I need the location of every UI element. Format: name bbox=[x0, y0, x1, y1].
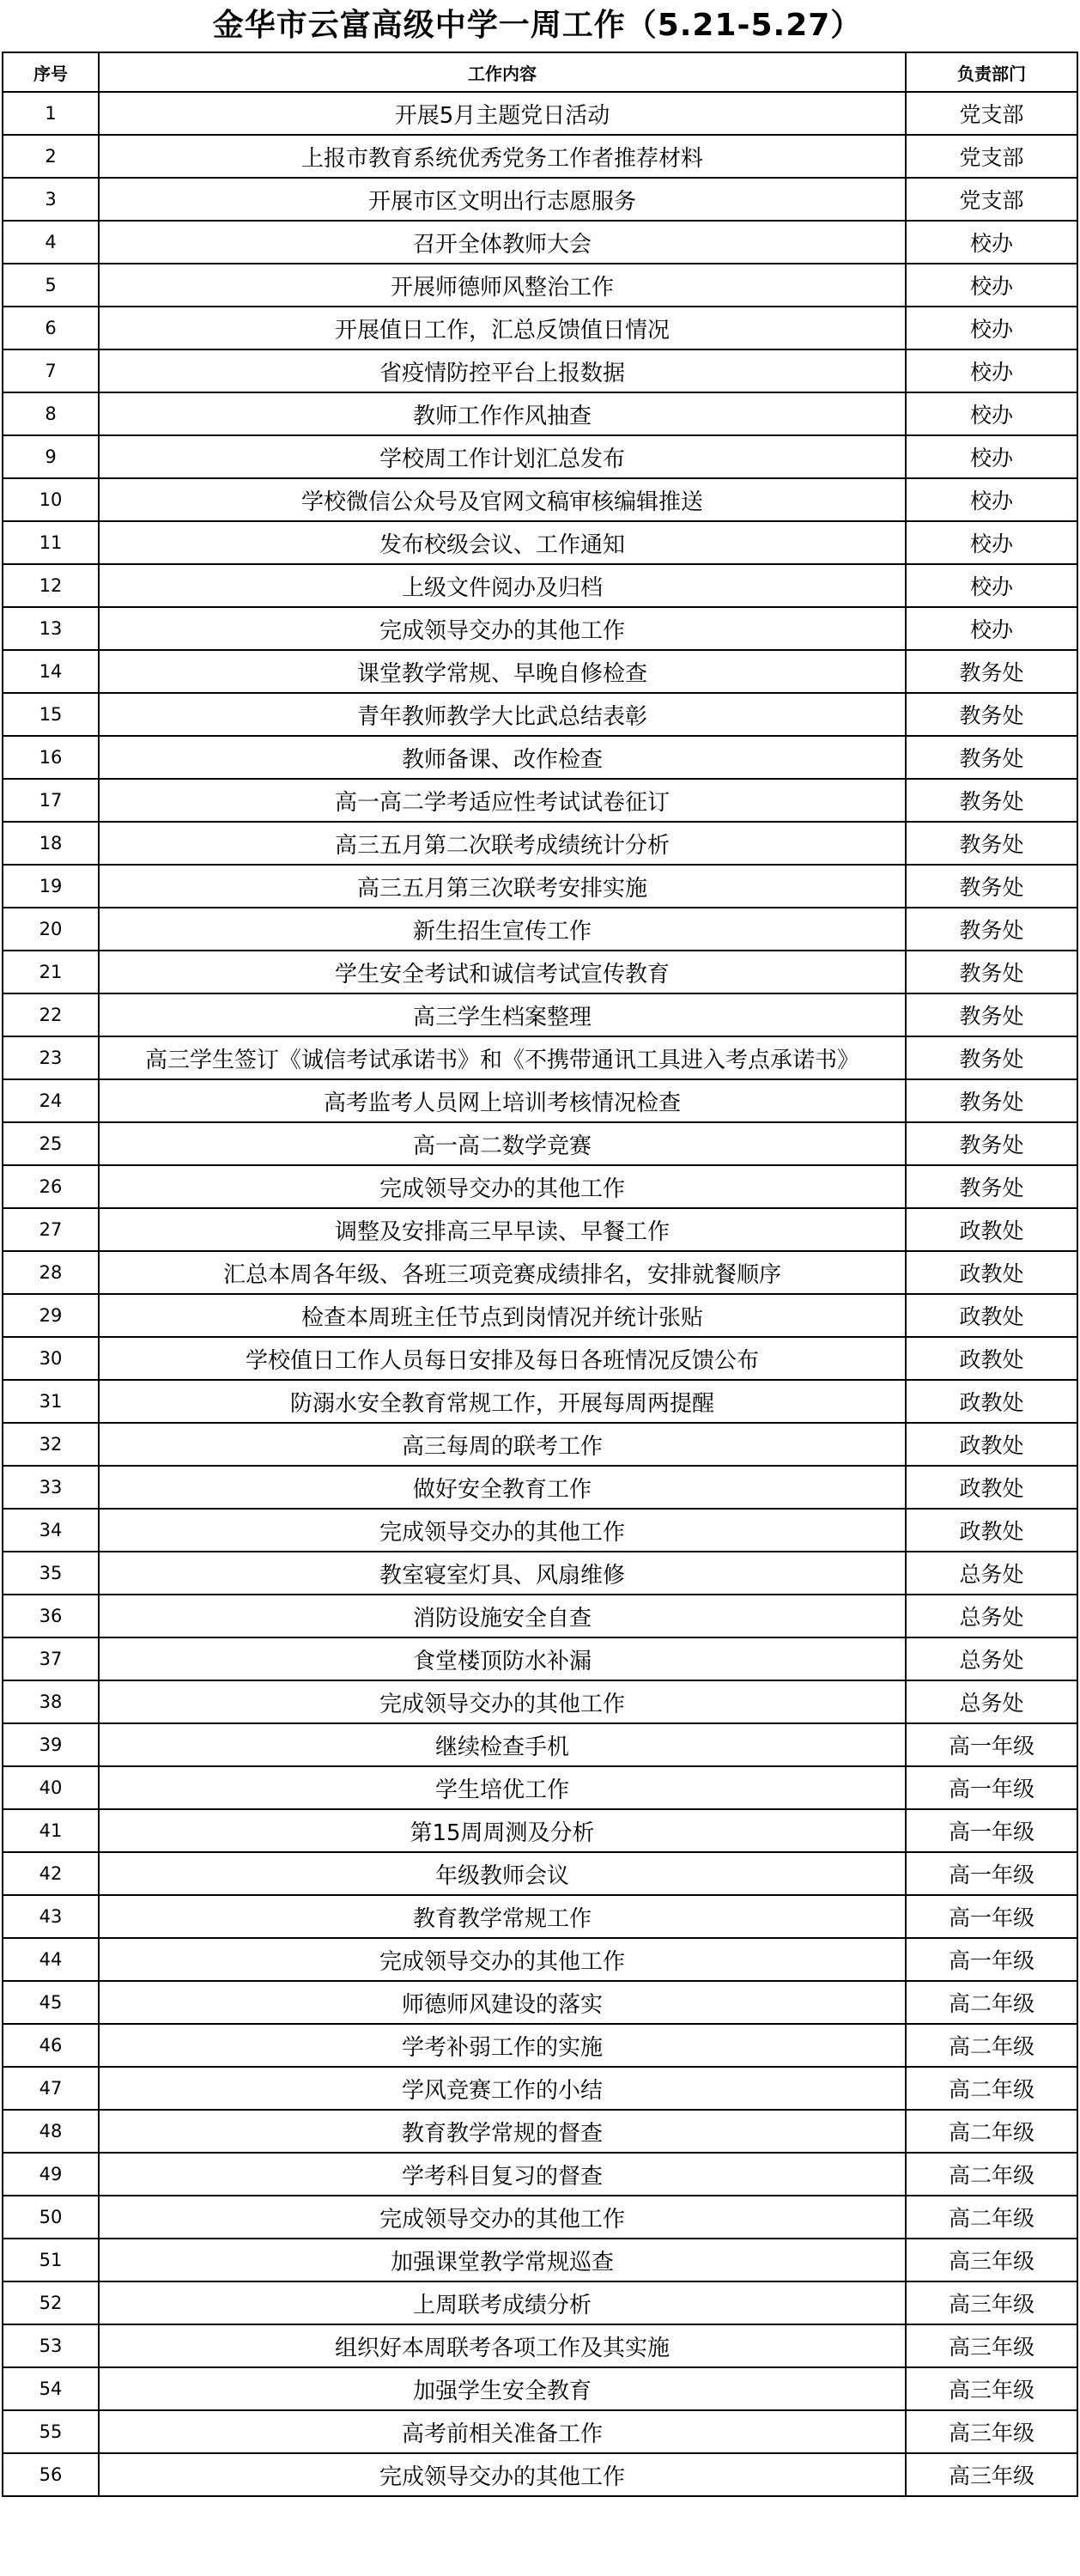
row-responsible-dept: 政教处 bbox=[906, 1509, 1077, 1552]
row-responsible-dept: 高三年级 bbox=[906, 2239, 1077, 2281]
row-work-content: 完成领导交办的其他工作 bbox=[99, 1680, 906, 1723]
row-responsible-dept: 教务处 bbox=[906, 779, 1077, 822]
row-serial-number: 5 bbox=[3, 264, 99, 307]
row-serial-number: 6 bbox=[3, 307, 99, 349]
row-serial-number: 11 bbox=[3, 521, 99, 564]
row-responsible-dept: 教务处 bbox=[906, 993, 1077, 1036]
table-row bbox=[3, 2410, 1077, 2453]
table-row bbox=[3, 1337, 1077, 1380]
row-work-content: 上级文件阅办及归档 bbox=[99, 564, 906, 607]
row-serial-number: 31 bbox=[3, 1380, 99, 1423]
row-work-content: 省疫情防控平台上报数据 bbox=[99, 349, 906, 392]
row-serial-number: 19 bbox=[3, 865, 99, 908]
row-serial-number: 14 bbox=[3, 650, 99, 693]
row-work-content: 消防设施安全自查 bbox=[99, 1595, 906, 1637]
row-work-content: 高考监考人员网上培训考核情况检查 bbox=[99, 1079, 906, 1122]
row-work-content: 学考科目复习的督查 bbox=[99, 2153, 906, 2196]
row-serial-number: 53 bbox=[3, 2324, 99, 2367]
table-row bbox=[3, 135, 1077, 178]
table-row bbox=[3, 1294, 1077, 1337]
row-responsible-dept: 高一年级 bbox=[906, 1766, 1077, 1809]
row-serial-number: 22 bbox=[3, 993, 99, 1036]
page-title: 金华市云富高级中学一周工作（5.21-5.27） bbox=[212, 8, 863, 43]
table-row bbox=[3, 951, 1077, 993]
row-work-content: 高一高二学考适应性考试试卷征订 bbox=[99, 779, 906, 822]
row-responsible-dept: 教务处 bbox=[906, 908, 1077, 951]
row-responsible-dept: 教务处 bbox=[906, 1122, 1077, 1165]
row-work-content: 教室寝室灯具、风扇维修 bbox=[99, 1552, 906, 1595]
table-row bbox=[3, 1251, 1077, 1294]
row-work-content: 加强学生安全教育 bbox=[99, 2367, 906, 2410]
table-row bbox=[3, 2196, 1077, 2239]
row-serial-number: 3 bbox=[3, 178, 99, 221]
row-responsible-dept: 政教处 bbox=[906, 1380, 1077, 1423]
row-serial-number: 35 bbox=[3, 1552, 99, 1595]
row-work-content: 新生招生宣传工作 bbox=[99, 908, 906, 951]
row-work-content: 高三学生档案整理 bbox=[99, 993, 906, 1036]
row-serial-number: 20 bbox=[3, 908, 99, 951]
row-responsible-dept: 高一年级 bbox=[906, 1723, 1077, 1766]
row-serial-number: 44 bbox=[3, 1938, 99, 1981]
table-row bbox=[3, 1380, 1077, 1423]
table-row bbox=[3, 1809, 1077, 1852]
row-responsible-dept: 教务处 bbox=[906, 736, 1077, 779]
row-responsible-dept: 高一年级 bbox=[906, 1852, 1077, 1895]
table-row bbox=[3, 693, 1077, 736]
table-row bbox=[3, 264, 1077, 307]
table-row bbox=[3, 865, 1077, 908]
row-responsible-dept: 高一年级 bbox=[906, 1809, 1077, 1852]
row-serial-number: 29 bbox=[3, 1294, 99, 1337]
table-row bbox=[3, 92, 1077, 135]
header-responsible-dept: 负责部门 bbox=[906, 52, 1077, 92]
row-work-content: 教师工作作风抽查 bbox=[99, 392, 906, 435]
table-row bbox=[3, 1938, 1077, 1981]
row-responsible-dept: 校办 bbox=[906, 264, 1077, 307]
row-responsible-dept: 校办 bbox=[906, 435, 1077, 478]
row-serial-number: 7 bbox=[3, 349, 99, 392]
row-work-content: 开展5月主题党日活动 bbox=[99, 92, 906, 135]
row-work-content: 组织好本周联考各项工作及其实施 bbox=[99, 2324, 906, 2367]
row-responsible-dept: 政教处 bbox=[906, 1466, 1077, 1509]
row-responsible-dept: 高三年级 bbox=[906, 2281, 1077, 2324]
row-serial-number: 36 bbox=[3, 1595, 99, 1637]
row-serial-number: 21 bbox=[3, 951, 99, 993]
row-serial-number: 23 bbox=[3, 1036, 99, 1079]
table-row bbox=[3, 221, 1077, 264]
table-row bbox=[3, 650, 1077, 693]
header-work-content: 工作内容 bbox=[99, 52, 906, 92]
row-work-content: 教育教学常规的督查 bbox=[99, 2110, 906, 2153]
table-row bbox=[3, 392, 1077, 435]
row-serial-number: 1 bbox=[3, 92, 99, 135]
row-serial-number: 26 bbox=[3, 1165, 99, 1208]
table-row bbox=[3, 779, 1077, 822]
table-row bbox=[3, 564, 1077, 607]
row-serial-number: 2 bbox=[3, 135, 99, 178]
row-work-content: 食堂楼顶防水补漏 bbox=[99, 1637, 906, 1680]
table-row bbox=[3, 2110, 1077, 2153]
row-responsible-dept: 政教处 bbox=[906, 1251, 1077, 1294]
row-work-content: 学校微信公众号及官网文稿审核编辑推送 bbox=[99, 478, 906, 521]
row-work-content: 学考补弱工作的实施 bbox=[99, 2024, 906, 2067]
header-serial-number: 序号 bbox=[3, 52, 99, 92]
row-responsible-dept: 高三年级 bbox=[906, 2453, 1077, 2496]
table-row bbox=[3, 1509, 1077, 1552]
row-serial-number: 52 bbox=[3, 2281, 99, 2324]
table-row bbox=[3, 1036, 1077, 1079]
row-work-content: 完成领导交办的其他工作 bbox=[99, 607, 906, 650]
row-responsible-dept: 校办 bbox=[906, 221, 1077, 264]
table-row bbox=[3, 1165, 1077, 1208]
row-serial-number: 9 bbox=[3, 435, 99, 478]
row-responsible-dept: 党支部 bbox=[906, 135, 1077, 178]
table-row bbox=[3, 1552, 1077, 1595]
row-serial-number: 49 bbox=[3, 2153, 99, 2196]
row-responsible-dept: 校办 bbox=[906, 521, 1077, 564]
table-header-row bbox=[3, 52, 1077, 92]
row-work-content: 高三学生签订《诚信考试承诺书》和《不携带通讯工具进入考点承诺书》 bbox=[99, 1036, 906, 1079]
row-work-content: 完成领导交办的其他工作 bbox=[99, 1938, 906, 1981]
row-responsible-dept: 校办 bbox=[906, 349, 1077, 392]
row-responsible-dept: 教务处 bbox=[906, 650, 1077, 693]
row-serial-number: 43 bbox=[3, 1895, 99, 1938]
table-row bbox=[3, 908, 1077, 951]
row-serial-number: 17 bbox=[3, 779, 99, 822]
row-responsible-dept: 高二年级 bbox=[906, 2153, 1077, 2196]
row-responsible-dept: 高一年级 bbox=[906, 1938, 1077, 1981]
row-responsible-dept: 政教处 bbox=[906, 1423, 1077, 1466]
row-work-content: 学风竞赛工作的小结 bbox=[99, 2067, 906, 2110]
row-responsible-dept: 党支部 bbox=[906, 92, 1077, 135]
row-work-content: 学校值日工作人员每日安排及每日各班情况反馈公布 bbox=[99, 1337, 906, 1380]
row-work-content: 高三五月第三次联考安排实施 bbox=[99, 865, 906, 908]
row-responsible-dept: 高三年级 bbox=[906, 2324, 1077, 2367]
table-row bbox=[3, 607, 1077, 650]
table-row bbox=[3, 1079, 1077, 1122]
row-responsible-dept: 政教处 bbox=[906, 1294, 1077, 1337]
row-work-content: 防溺水安全教育常规工作，开展每周两提醒 bbox=[99, 1380, 906, 1423]
row-work-content: 汇总本周各年级、各班三项竞赛成绩排名，安排就餐顺序 bbox=[99, 1251, 906, 1294]
row-serial-number: 10 bbox=[3, 478, 99, 521]
row-work-content: 学生培优工作 bbox=[99, 1766, 906, 1809]
row-responsible-dept: 校办 bbox=[906, 392, 1077, 435]
row-serial-number: 18 bbox=[3, 822, 99, 865]
row-responsible-dept: 党支部 bbox=[906, 178, 1077, 221]
table-row bbox=[3, 1766, 1077, 1809]
row-responsible-dept: 高三年级 bbox=[906, 2367, 1077, 2410]
row-work-content: 第15周周测及分析 bbox=[99, 1809, 906, 1852]
table-row bbox=[3, 2153, 1077, 2196]
row-serial-number: 16 bbox=[3, 736, 99, 779]
table-row bbox=[3, 1680, 1077, 1723]
row-work-content: 上周联考成绩分析 bbox=[99, 2281, 906, 2324]
table-row bbox=[3, 1208, 1077, 1251]
row-work-content: 教师备课、改作检查 bbox=[99, 736, 906, 779]
row-responsible-dept: 教务处 bbox=[906, 865, 1077, 908]
table-body bbox=[3, 92, 1077, 2496]
table-row bbox=[3, 349, 1077, 392]
row-work-content: 完成领导交办的其他工作 bbox=[99, 2196, 906, 2239]
row-responsible-dept: 高一年级 bbox=[906, 1895, 1077, 1938]
table-row bbox=[3, 1895, 1077, 1938]
row-work-content: 完成领导交办的其他工作 bbox=[99, 1165, 906, 1208]
row-work-content: 学生安全考试和诚信考试宣传教育 bbox=[99, 951, 906, 993]
row-serial-number: 40 bbox=[3, 1766, 99, 1809]
table-row bbox=[3, 993, 1077, 1036]
table-row bbox=[3, 1723, 1077, 1766]
row-serial-number: 12 bbox=[3, 564, 99, 607]
table-row bbox=[3, 2067, 1077, 2110]
table-row bbox=[3, 822, 1077, 865]
row-serial-number: 37 bbox=[3, 1637, 99, 1680]
table-row bbox=[3, 2239, 1077, 2281]
row-responsible-dept: 教务处 bbox=[906, 951, 1077, 993]
row-work-content: 上报市教育系统优秀党务工作者推荐材料 bbox=[99, 135, 906, 178]
row-work-content: 做好安全教育工作 bbox=[99, 1466, 906, 1509]
row-serial-number: 8 bbox=[3, 392, 99, 435]
row-work-content: 高三五月第二次联考成绩统计分析 bbox=[99, 822, 906, 865]
row-serial-number: 30 bbox=[3, 1337, 99, 1380]
row-work-content: 开展值日工作，汇总反馈值日情况 bbox=[99, 307, 906, 349]
row-serial-number: 41 bbox=[3, 1809, 99, 1852]
row-serial-number: 27 bbox=[3, 1208, 99, 1251]
row-serial-number: 56 bbox=[3, 2453, 99, 2496]
row-work-content: 完成领导交办的其他工作 bbox=[99, 2453, 906, 2496]
row-work-content: 开展师德师风整治工作 bbox=[99, 264, 906, 307]
row-serial-number: 48 bbox=[3, 2110, 99, 2153]
table-row bbox=[3, 435, 1077, 478]
row-responsible-dept: 高二年级 bbox=[906, 1981, 1077, 2024]
table-row bbox=[3, 1122, 1077, 1165]
row-serial-number: 28 bbox=[3, 1251, 99, 1294]
table-row bbox=[3, 178, 1077, 221]
row-work-content: 青年教师教学大比武总结表彰 bbox=[99, 693, 906, 736]
weekly-work-table bbox=[2, 52, 1078, 2497]
table-row bbox=[3, 478, 1077, 521]
table-row bbox=[3, 1852, 1077, 1895]
row-serial-number: 47 bbox=[3, 2067, 99, 2110]
row-serial-number: 24 bbox=[3, 1079, 99, 1122]
row-work-content: 检查本周班主任节点到岗情况并统计张贴 bbox=[99, 1294, 906, 1337]
table-row bbox=[3, 2281, 1077, 2324]
row-responsible-dept: 校办 bbox=[906, 564, 1077, 607]
row-work-content: 继续检查手机 bbox=[99, 1723, 906, 1766]
row-responsible-dept: 政教处 bbox=[906, 1337, 1077, 1380]
row-work-content: 年级教师会议 bbox=[99, 1852, 906, 1895]
row-serial-number: 15 bbox=[3, 693, 99, 736]
table-row bbox=[3, 307, 1077, 349]
row-work-content: 高三每周的联考工作 bbox=[99, 1423, 906, 1466]
table-row bbox=[3, 1981, 1077, 2024]
row-work-content: 发布校级会议、工作通知 bbox=[99, 521, 906, 564]
table-row bbox=[3, 2453, 1077, 2496]
row-responsible-dept: 总务处 bbox=[906, 1680, 1077, 1723]
row-responsible-dept: 教务处 bbox=[906, 1165, 1077, 1208]
row-responsible-dept: 政教处 bbox=[906, 1208, 1077, 1251]
table-row bbox=[3, 521, 1077, 564]
row-responsible-dept: 教务处 bbox=[906, 693, 1077, 736]
row-serial-number: 39 bbox=[3, 1723, 99, 1766]
table-row bbox=[3, 736, 1077, 779]
table-row bbox=[3, 2024, 1077, 2067]
table-row bbox=[3, 2367, 1077, 2410]
row-responsible-dept: 校办 bbox=[906, 607, 1077, 650]
table-row bbox=[3, 1595, 1077, 1637]
row-work-content: 课堂教学常规、早晚自修检查 bbox=[99, 650, 906, 693]
row-responsible-dept: 高二年级 bbox=[906, 2196, 1077, 2239]
row-responsible-dept: 总务处 bbox=[906, 1595, 1077, 1637]
row-serial-number: 46 bbox=[3, 2024, 99, 2067]
row-work-content: 加强课堂教学常规巡查 bbox=[99, 2239, 906, 2281]
table-row bbox=[3, 1423, 1077, 1466]
table-row bbox=[3, 2324, 1077, 2367]
row-responsible-dept: 总务处 bbox=[906, 1552, 1077, 1595]
row-serial-number: 55 bbox=[3, 2410, 99, 2453]
row-work-content: 开展市区文明出行志愿服务 bbox=[99, 178, 906, 221]
row-work-content: 师德师风建设的落实 bbox=[99, 1981, 906, 2024]
row-serial-number: 33 bbox=[3, 1466, 99, 1509]
row-work-content: 高考前相关准备工作 bbox=[99, 2410, 906, 2453]
row-serial-number: 13 bbox=[3, 607, 99, 650]
row-serial-number: 42 bbox=[3, 1852, 99, 1895]
row-work-content: 教育教学常规工作 bbox=[99, 1895, 906, 1938]
table-row bbox=[3, 1466, 1077, 1509]
row-serial-number: 51 bbox=[3, 2239, 99, 2281]
row-responsible-dept: 教务处 bbox=[906, 1036, 1077, 1079]
row-work-content: 召开全体教师大会 bbox=[99, 221, 906, 264]
row-responsible-dept: 教务处 bbox=[906, 1079, 1077, 1122]
row-serial-number: 34 bbox=[3, 1509, 99, 1552]
row-responsible-dept: 高二年级 bbox=[906, 2024, 1077, 2067]
row-serial-number: 4 bbox=[3, 221, 99, 264]
row-serial-number: 32 bbox=[3, 1423, 99, 1466]
row-work-content: 调整及安排高三早早读、早餐工作 bbox=[99, 1208, 906, 1251]
row-work-content: 高一高二数学竞赛 bbox=[99, 1122, 906, 1165]
row-serial-number: 50 bbox=[3, 2196, 99, 2239]
row-work-content: 学校周工作计划汇总发布 bbox=[99, 435, 906, 478]
row-responsible-dept: 校办 bbox=[906, 478, 1077, 521]
row-responsible-dept: 校办 bbox=[906, 307, 1077, 349]
row-responsible-dept: 总务处 bbox=[906, 1637, 1077, 1680]
row-responsible-dept: 高三年级 bbox=[906, 2410, 1077, 2453]
row-responsible-dept: 高二年级 bbox=[906, 2067, 1077, 2110]
row-responsible-dept: 高二年级 bbox=[906, 2110, 1077, 2153]
table-row bbox=[3, 1637, 1077, 1680]
row-serial-number: 54 bbox=[3, 2367, 99, 2410]
row-serial-number: 25 bbox=[3, 1122, 99, 1165]
row-work-content: 完成领导交办的其他工作 bbox=[99, 1509, 906, 1552]
row-responsible-dept: 教务处 bbox=[906, 822, 1077, 865]
row-serial-number: 45 bbox=[3, 1981, 99, 2024]
row-serial-number: 38 bbox=[3, 1680, 99, 1723]
